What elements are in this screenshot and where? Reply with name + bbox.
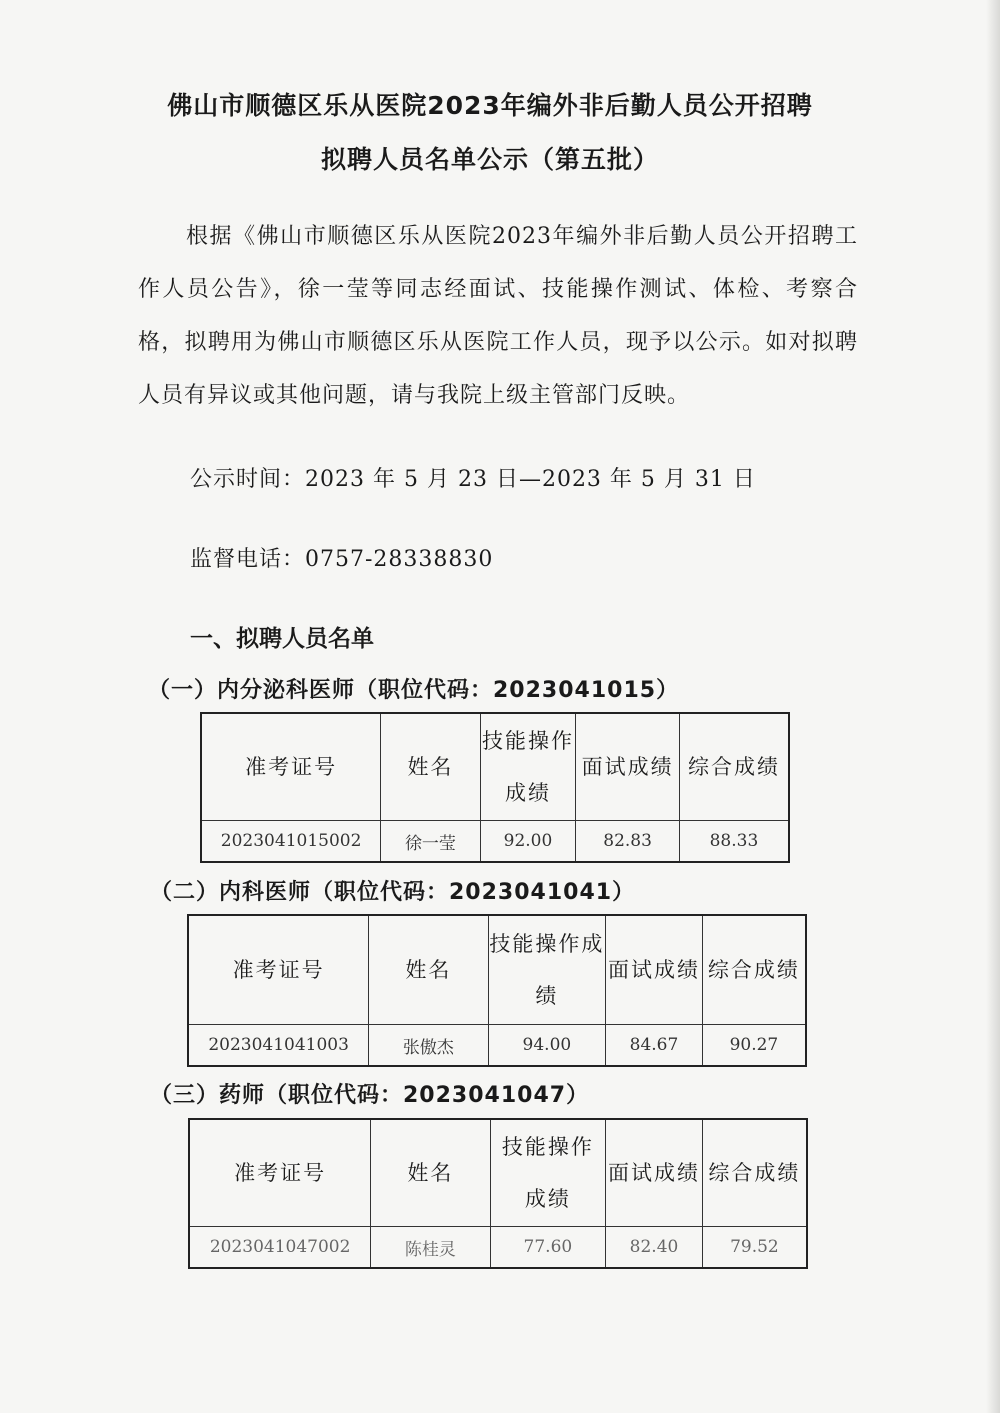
header-ticket-number: 准考证号 (201, 713, 381, 821)
header-name: 姓名 (381, 713, 480, 821)
supervision-phone: 监督电话：0757-28338830 (190, 547, 494, 572)
table2-heading: （二）内科医师（职位代码：2023041041） (150, 880, 636, 905)
header-total-score: 综合成绩 (702, 915, 806, 1025)
header-interview-score: 面试成绩 (606, 1119, 703, 1227)
header-total-score: 综合成绩 (679, 713, 789, 821)
table-row (201, 821, 789, 863)
header-skill-score: 技能操作成绩 (488, 915, 606, 1025)
header-name: 姓名 (369, 915, 488, 1025)
document-title-line2: 拟聘人员名单公示（第五批） (320, 145, 659, 174)
cell-ticket-number: 2023041015002 (201, 821, 381, 863)
table-header-row (188, 915, 806, 1025)
notice-period: 公示时间：2023 年 5 月 23 日—2023 年 5 月 31 日 (190, 467, 756, 492)
cell-ticket-number: 2023041047002 (189, 1227, 371, 1269)
table3 (188, 1118, 808, 1269)
cell-total-score: 88.33 (679, 821, 789, 863)
header-skill-score: 技能操作成绩 (490, 1119, 606, 1227)
cell-ticket-number: 2023041041003 (188, 1025, 369, 1067)
cell-skill-score: 94.00 (488, 1025, 606, 1067)
header-ticket-number: 准考证号 (189, 1119, 371, 1227)
body-paragraph: 根据《佛山市顺德区乐从医院2023年编外非后勤人员公开招聘工作人员公告》，徐一莹等同志经面试、技能操作测试、体检、考察合格，拟聘用为佛山市顺德区乐从医院工作人员，现予以公示。如对拟聘人员有异议或其他问题，请与我院上级主管部门反映。 (138, 224, 858, 408)
cell-name: 徐一莹 (381, 821, 480, 863)
header-name: 姓名 (371, 1119, 490, 1227)
table1 (200, 712, 790, 863)
cell-interview-score: 82.83 (576, 821, 680, 863)
header-total-score: 综合成绩 (702, 1119, 807, 1227)
cell-skill-score: 92.00 (480, 821, 576, 863)
page-edge-shadow (986, 0, 1000, 1413)
section-heading: 一、拟聘人员名单 (190, 626, 374, 652)
cell-total-score: 79.52 (702, 1227, 807, 1269)
table-row (189, 1227, 807, 1269)
cell-total-score: 90.27 (702, 1025, 806, 1067)
cell-name: 张傲杰 (369, 1025, 488, 1067)
table-header-row (189, 1119, 807, 1227)
cell-interview-score: 82.40 (606, 1227, 703, 1269)
cell-interview-score: 84.67 (606, 1025, 703, 1067)
table2 (187, 914, 807, 1067)
table-header-row (201, 713, 789, 821)
table3-heading: （三）药师（职位代码：2023041047） (150, 1083, 590, 1108)
header-ticket-number: 准考证号 (188, 915, 369, 1025)
header-interview-score: 面试成绩 (576, 713, 680, 821)
table-row (188, 1025, 806, 1067)
table1-heading: （一）内分泌科医师（职位代码：2023041015） (148, 678, 680, 703)
header-skill-score: 技能操作成绩 (480, 713, 576, 821)
cell-name: 陈桂灵 (371, 1227, 490, 1269)
document-title-line1: 佛山市顺德区乐从医院2023年编外非后勤人员公开招聘 (167, 91, 813, 120)
cell-skill-score: 77.60 (490, 1227, 606, 1269)
header-interview-score: 面试成绩 (606, 915, 703, 1025)
